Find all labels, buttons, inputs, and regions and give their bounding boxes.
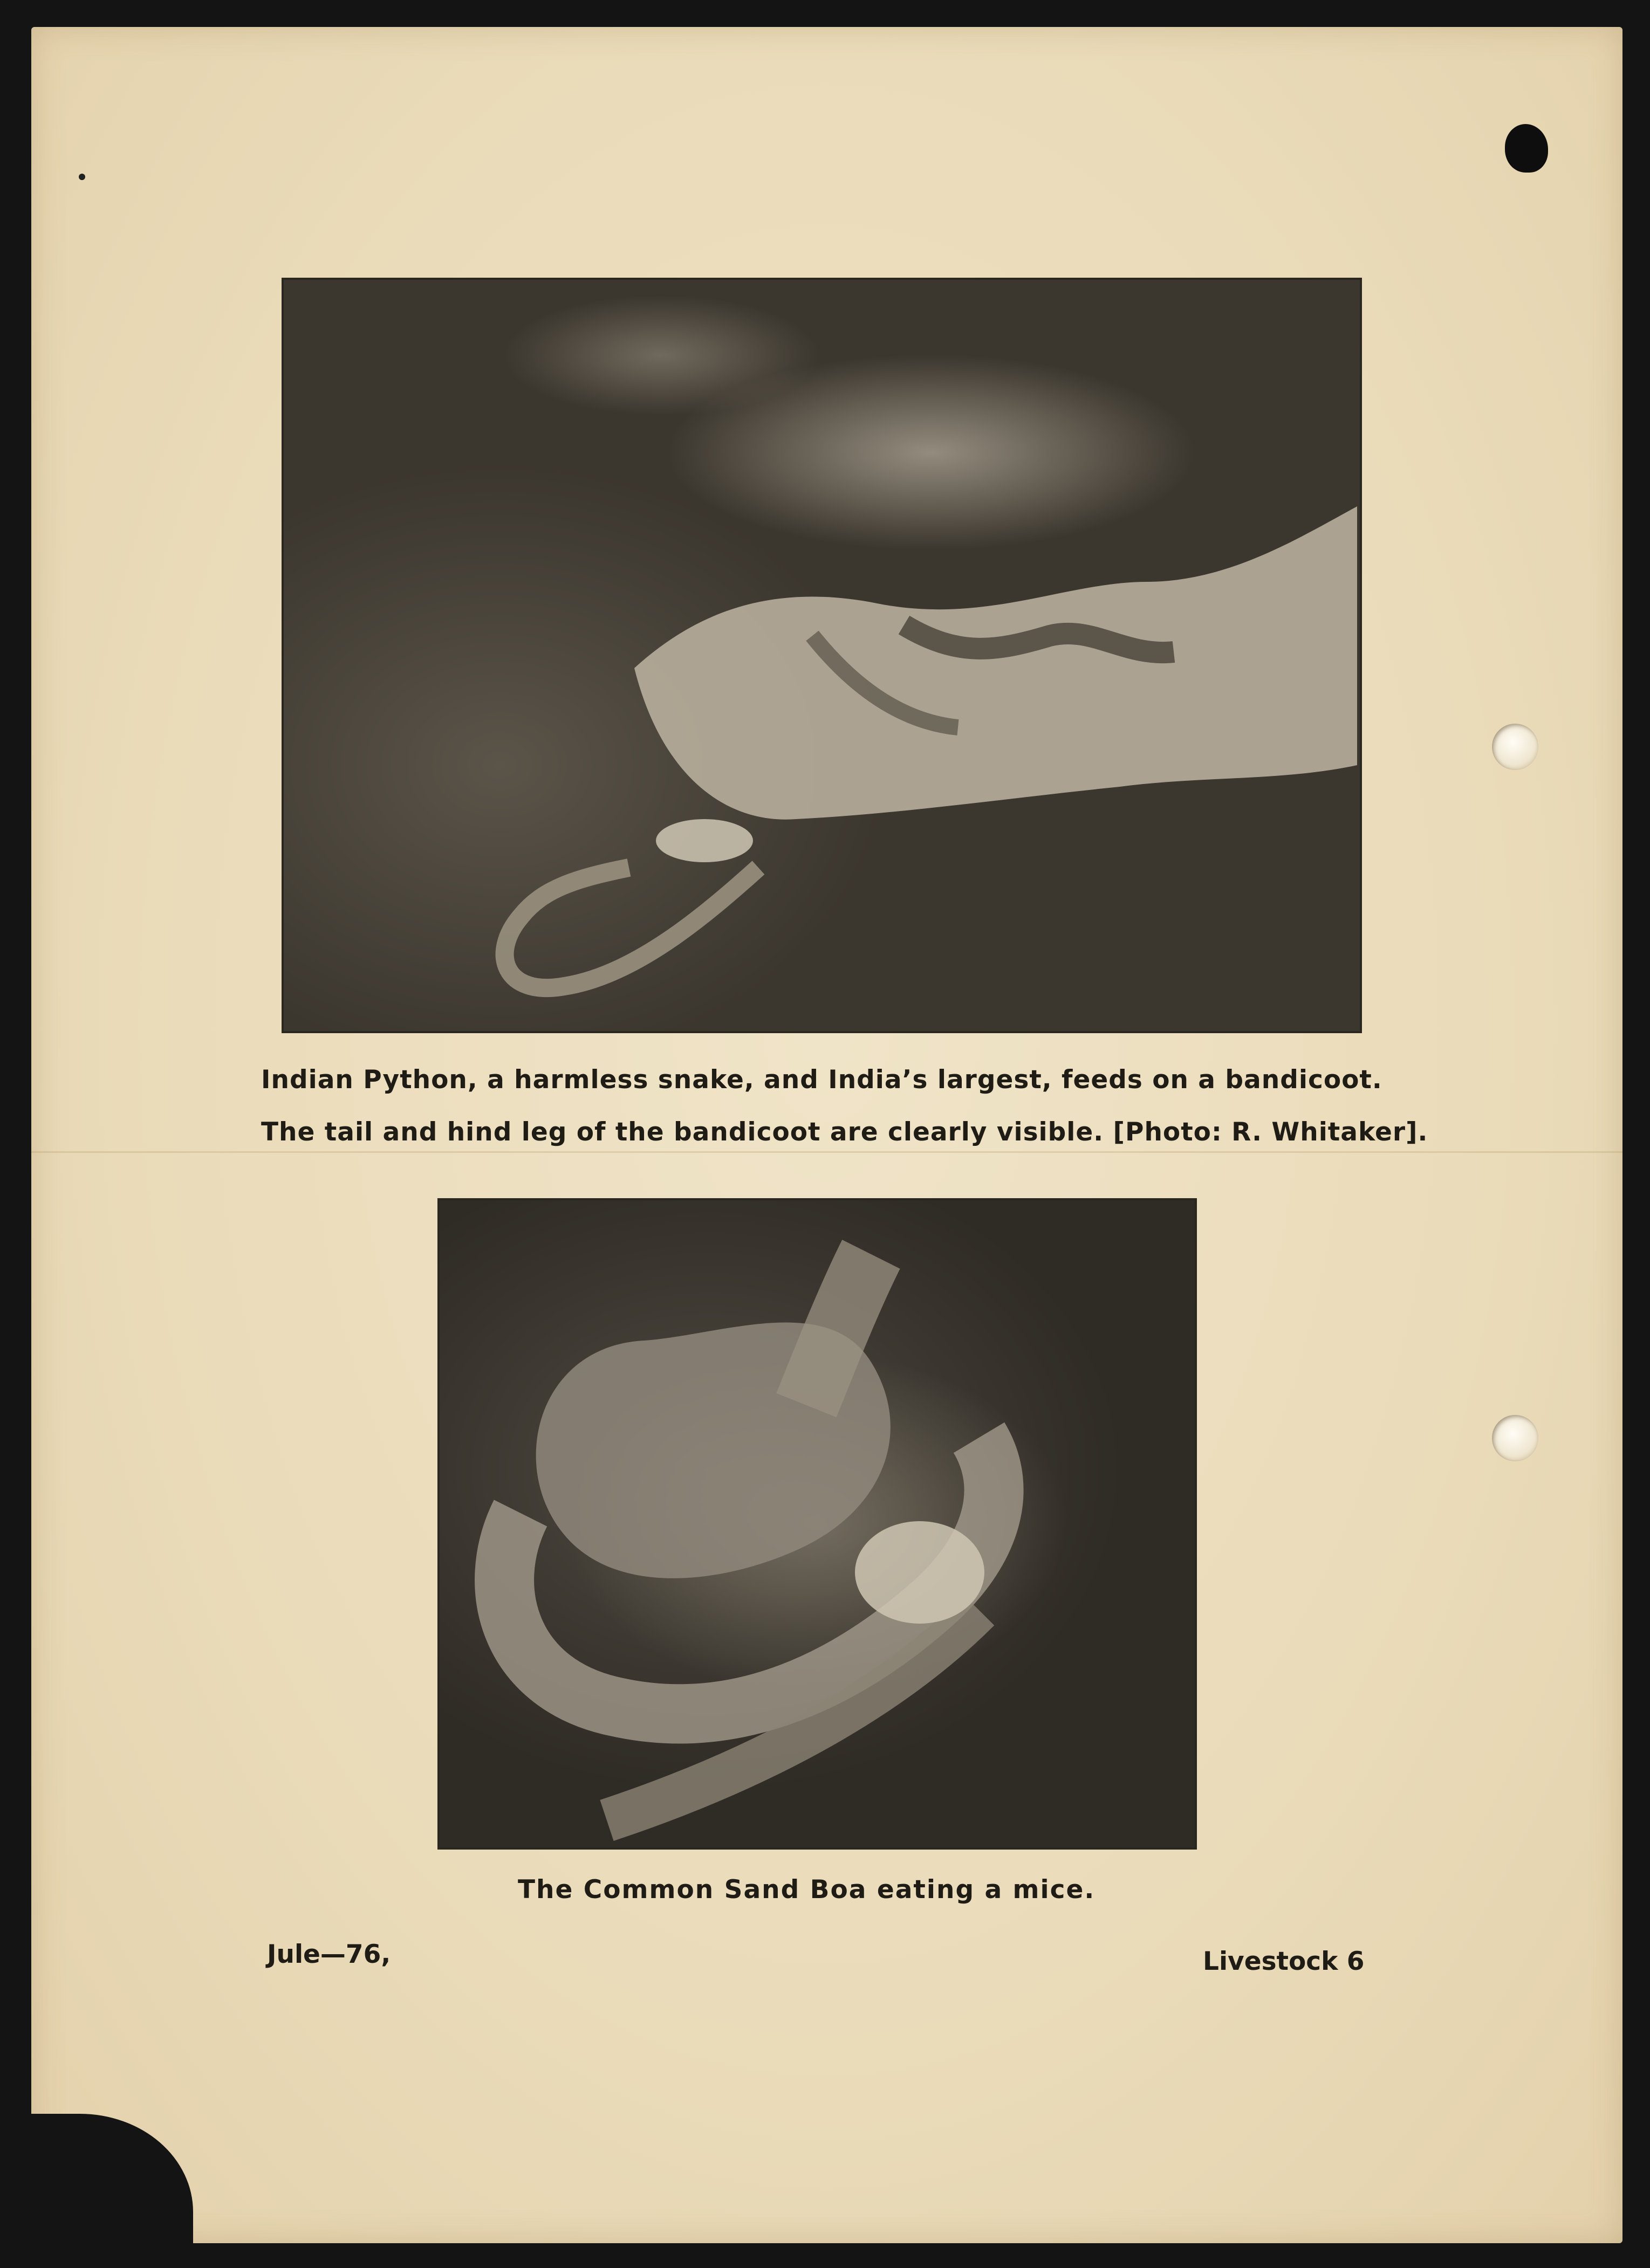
- python-body: [634, 506, 1357, 820]
- footer-page-number: Livestock 6: [1203, 1947, 1365, 1976]
- bandicoot-hind-leg: [656, 819, 753, 862]
- python-caption-line-2: The tail and hind leg of the bandicoot are clearly visible. [Photo: R. Whitaker].: [261, 1117, 1428, 1147]
- sand-boa-photo: [437, 1198, 1197, 1850]
- sand-boa-illustration: [440, 1200, 1195, 1847]
- ink-dot: [79, 174, 85, 180]
- sand-boa-caption: The Common Sand Boa eating a mice.: [518, 1875, 1096, 1905]
- python-illustration: [284, 280, 1360, 1031]
- python-photo: [282, 278, 1362, 1033]
- ink-blot: [1505, 124, 1548, 173]
- punch-hole-upper: [1492, 724, 1538, 770]
- python-caption-line-1: Indian Python, a harmless snake, and India’s largest, feeds on a bandicoot.: [261, 1065, 1382, 1095]
- footer-date: Jule—76,: [267, 1940, 391, 1969]
- punch-hole-lower: [1492, 1415, 1538, 1461]
- bandicoot-tail: [505, 868, 758, 988]
- mouse-prey: [855, 1521, 984, 1624]
